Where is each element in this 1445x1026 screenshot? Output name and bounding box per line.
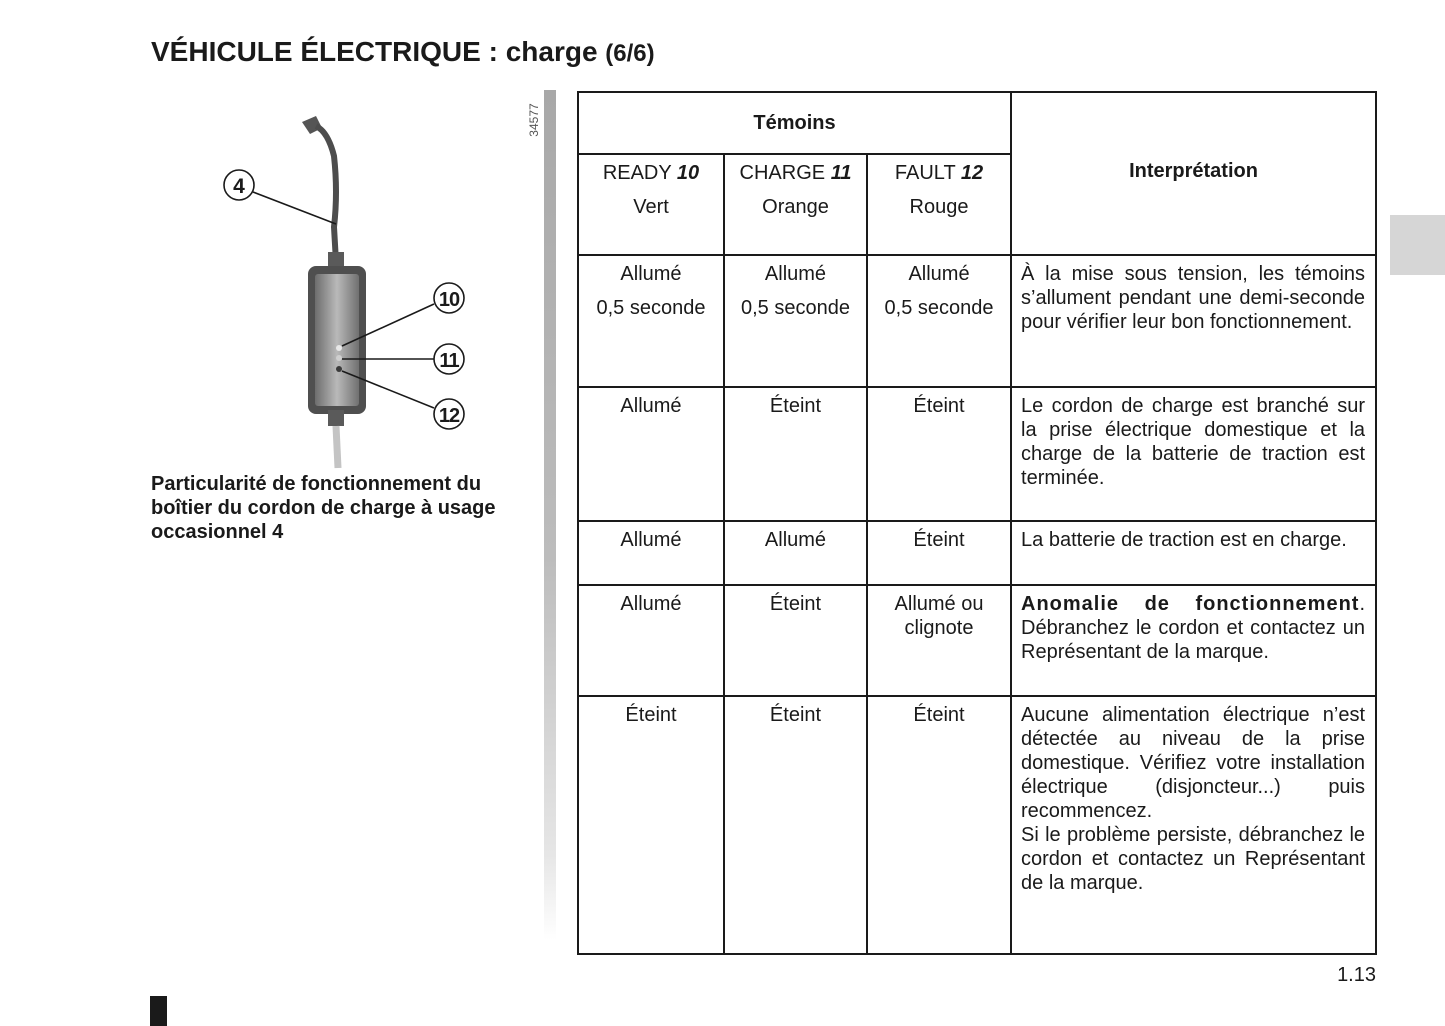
callout-4-label: 4: [233, 175, 245, 198]
led-number: 11: [830, 162, 852, 184]
state-fault: Éteint: [867, 387, 1011, 521]
callout-12-label: 12: [438, 405, 460, 427]
table-row: [578, 696, 1376, 954]
table-row: [578, 255, 1376, 387]
state-ready: [578, 255, 724, 387]
interpretation-text: Le cordon de charge est branché sur la prise électrique domestique et la charge de la batterie de traction est terminée.: [1011, 387, 1376, 521]
charging-cable-illustration: [150, 92, 541, 468]
state-value: Allumé: [620, 263, 682, 285]
led-name: FAULT: [894, 162, 956, 184]
interpretation-paragraph: Si le problème persiste, débranchez le cordon et contactez un Représentant de la marque.: [1021, 824, 1366, 894]
header-interpretation: Interprétation: [1011, 92, 1376, 255]
interpretation-text: [1011, 585, 1376, 696]
page-number: 1.13: [1337, 964, 1376, 986]
state-ready: Éteint: [578, 696, 724, 954]
led-header-fault: [867, 154, 1011, 255]
interpretation-text: À la mise sous tension, les témoins s’allument pendant une demi-seconde pour vérifier leur bon fonctionnement.: [1011, 255, 1376, 387]
led-color: Rouge: [909, 196, 969, 218]
state-charge: Éteint: [724, 387, 867, 521]
control-box-face: [315, 274, 359, 406]
edge-marker: [150, 996, 167, 1026]
led-number: 12: [960, 162, 984, 184]
interpretation-emphasis: Anomalie de fonctionnement: [1021, 593, 1360, 615]
state-duration: 0,5 seconde: [741, 297, 850, 319]
header-temoins: Témoins: [578, 92, 1011, 154]
charging-box-drawing: [150, 92, 541, 468]
state-ready: Allumé: [578, 585, 724, 696]
state-value: Allumé: [764, 263, 827, 285]
state-ready: Allumé: [578, 387, 724, 521]
led-header-charge: [724, 154, 867, 255]
page-title-sub: (6/6): [605, 40, 655, 67]
upper-cable: [316, 126, 336, 262]
state-fault: Éteint: [867, 696, 1011, 954]
interpretation-paragraph: Aucune alimentation électrique n’est détectée au niveau de la prise domestique. Vérifiez votre installation électrique (disjoncteur...) puis recommencez.: [1021, 704, 1366, 822]
state-duration: 0,5 seconde: [884, 297, 994, 319]
interpretation-body: . Débranchez le cordon et contactez un Représentant de la marque.: [1021, 593, 1366, 663]
fault-led: [336, 366, 342, 372]
table-row: [578, 521, 1376, 585]
figure-caption: Particularité de fonctionnement du boîtier du cordon de charge à usage occasionnel 4: [151, 473, 496, 543]
column-divider: [544, 90, 556, 940]
led-color: Vert: [633, 196, 669, 218]
figure-reference-number: 34577: [527, 103, 541, 137]
state-fault: Allumé ou clignote: [867, 585, 1011, 696]
led-name: CHARGE: [739, 162, 826, 184]
lower-cable: [336, 426, 338, 468]
table-row: [578, 387, 1376, 521]
state-charge: Allumé: [724, 521, 867, 585]
state-fault: [867, 255, 1011, 387]
table-header-row: [578, 92, 1376, 154]
page-title: [151, 36, 655, 68]
charge-led: [336, 355, 342, 361]
callout-10-label: 10: [438, 289, 460, 311]
interpretation-text: [1011, 696, 1376, 954]
state-value: Allumé: [908, 263, 970, 285]
state-fault: Éteint: [867, 521, 1011, 585]
led-header-ready: [578, 154, 724, 255]
led-status-table: [577, 91, 1377, 955]
page-title-main: VÉHICULE ÉLECTRIQUE : charge: [151, 36, 598, 67]
bottom-strain-relief: [328, 410, 344, 426]
led-number: 10: [676, 162, 700, 184]
interpretation-text: La batterie de traction est en charge.: [1011, 521, 1376, 585]
state-charge: Éteint: [724, 696, 867, 954]
led-color: Orange: [762, 196, 829, 218]
chapter-tab: [1390, 215, 1445, 275]
ready-led: [336, 345, 342, 351]
state-charge: Éteint: [724, 585, 867, 696]
led-name: READY: [602, 162, 672, 184]
state-ready: Allumé: [578, 521, 724, 585]
state-duration: 0,5 seconde: [596, 297, 706, 319]
state-charge: [724, 255, 867, 387]
callout-line-4: [253, 192, 336, 224]
callout-11-label: 11: [439, 350, 459, 372]
table-row: [578, 585, 1376, 696]
